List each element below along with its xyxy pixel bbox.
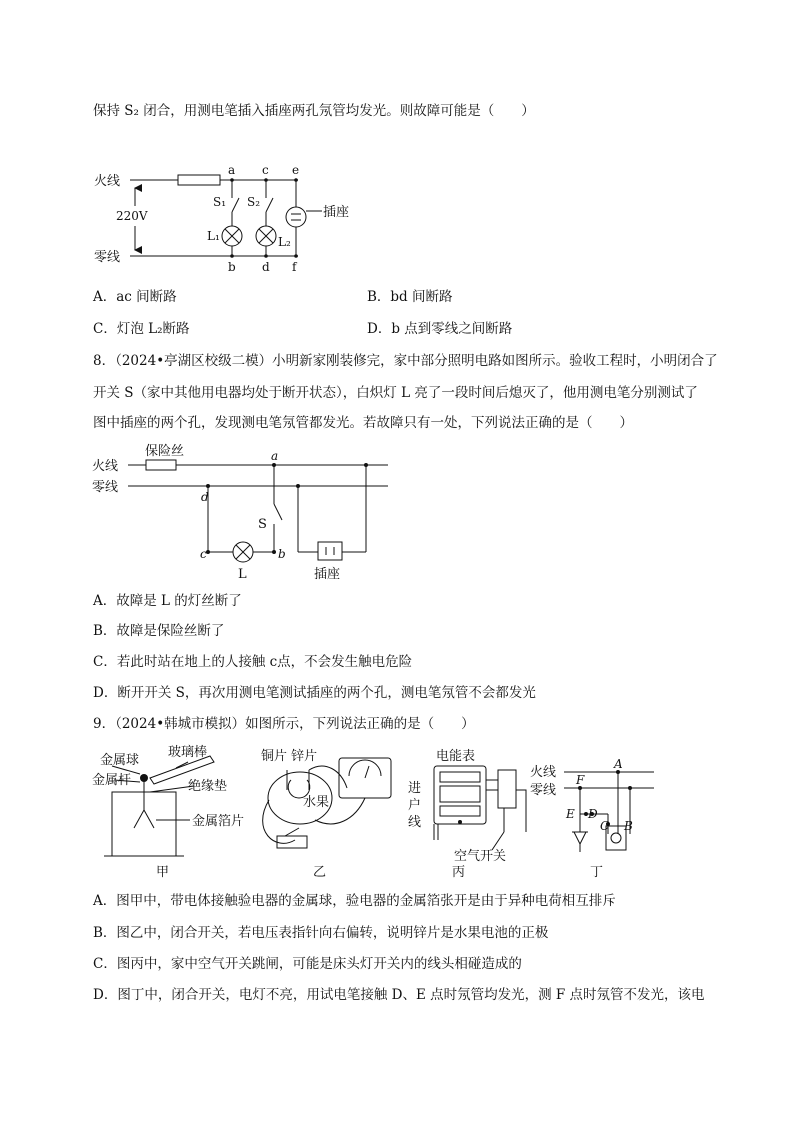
figure-ding-wiring: [530, 740, 660, 880]
label-metal-ball: 金属球: [100, 753, 140, 768]
point-E: E: [566, 807, 575, 821]
point-b: b: [278, 547, 286, 561]
point-e: e: [292, 163, 300, 177]
q9-option-a: A．图甲中，带电体接触验电器的金属球，验电器的金属箔张开是由于异种电荷相互排斥: [93, 893, 616, 909]
point-a: a: [271, 449, 279, 463]
point-B: B: [624, 819, 633, 833]
figure-bing-meter: [400, 740, 540, 880]
q7-option-d: D．b 点到零线之间断路: [367, 321, 513, 337]
socket-label: 插座: [314, 567, 341, 582]
point-F: F: [576, 773, 585, 787]
label-copper-zinc: 铜片 锌片: [261, 749, 318, 764]
label-glass-rod: 玻璃棒: [168, 745, 208, 760]
q9-option-b: B．图乙中，闭合开关，若电压表指针向右偏转，说明锌片是水果电池的正极: [93, 925, 549, 941]
q9-option-c: C．图丙中，家中空气开关跳闸，可能是床头灯开关内的线头相碰造成的: [93, 956, 522, 972]
point-d: d: [201, 490, 209, 504]
q8-option-b: B．故障是保险丝断了: [93, 623, 225, 639]
point-A: A: [614, 757, 623, 771]
label-air-switch: 空气开关: [454, 849, 507, 864]
label-insulating-pad: 绝缘垫: [188, 779, 228, 794]
point-C: C: [600, 819, 610, 833]
q8-option-c: C．若此时站在地上的人接触 c点，不会发生触电危险: [93, 654, 413, 670]
q8-option-d: D．断开开关 S，再次用测电笔测试插座的两个孔，测电笔氖管不会都发光: [93, 685, 536, 701]
caption-bing: 丙: [452, 865, 466, 880]
q9-stem: 9．（2024•韩城市模拟）如图所示，下列说法正确的是（ ）: [93, 716, 475, 732]
q7-option-b: B．bd 间断路: [367, 289, 453, 305]
point-c: c: [200, 547, 207, 561]
q8-stem-line2: 开关 S（家中其他用电器均处于断开状态），白炽灯 L 亮了一段时间后熄灭了，他用测电笔分别测试了: [93, 385, 698, 401]
q8-stem-line3: 图中插座的两个孔，发现测电笔氖管都发光。若故障只有一处，下列说法正确的是（ ）: [93, 415, 633, 431]
label-inlet-1: 进: [408, 781, 422, 796]
label-metal-rod: 金属杆: [92, 773, 132, 788]
q8-stem-line1: 8．（2024•亭湖区校级二模）小明新家刚装修完，家中部分照明电路如图所示。验收工程时，小明闭合了: [93, 353, 718, 369]
figure-jia-electroscope: [90, 740, 260, 880]
switch-s1-label: S₁: [213, 195, 227, 209]
label-voltage: 220V: [116, 209, 148, 223]
lamp-l2-label: L₂: [278, 235, 291, 249]
socket-label: 插座: [323, 205, 350, 220]
caption-jia: 甲: [156, 865, 170, 880]
point-b: b: [228, 260, 236, 274]
label-neutral: 零线: [94, 250, 121, 265]
point-f: f: [292, 260, 297, 274]
point-d: d: [262, 260, 270, 274]
question-7-stem: 保持 S₂ 闭合，用测电笔插入插座两孔氖管均发光。则故障可能是（ ）: [93, 103, 535, 119]
label-live: 火线: [94, 174, 121, 189]
figure-yi-fruit-battery: [255, 740, 405, 880]
label-live: 火线: [530, 765, 557, 780]
q9-option-d: D．图丁中，闭合开关，电灯不亮，用试电笔接触 D、E 点时氖管均发光，测 F 点时氖管不发光，该电: [93, 987, 705, 1003]
circuit-diagram-q7: [90, 160, 370, 275]
label-neutral: 零线: [92, 480, 119, 495]
label-inlet-2: 户: [408, 798, 422, 813]
caption-yi: 乙: [313, 865, 327, 880]
q7-option-a: A．ac 间断路: [93, 289, 177, 305]
switch-s-label: S: [258, 517, 267, 532]
label-live: 火线: [92, 459, 119, 474]
fuse-label: 保险丝: [145, 444, 185, 459]
lamp-l-label: L: [238, 567, 247, 582]
label-fruit: 水果: [303, 795, 330, 810]
label-inlet-3: 线: [408, 815, 422, 830]
point-D: D: [588, 807, 598, 821]
q8-option-a: A．故障是 L 的灯丝断了: [93, 593, 242, 609]
q7-option-c: C．灯泡 L₂断路: [93, 321, 190, 337]
caption-ding: 丁: [590, 865, 604, 880]
point-c: c: [262, 163, 269, 177]
label-meter: 电能表: [436, 749, 476, 764]
label-neutral: 零线: [530, 783, 557, 798]
label-metal-foil: 金属箔片: [192, 814, 245, 829]
lamp-l1-label: L₁: [207, 229, 220, 243]
circuit-diagram-q8: [90, 438, 400, 588]
point-a: a: [228, 163, 236, 177]
switch-s2-label: S₂: [247, 195, 261, 209]
